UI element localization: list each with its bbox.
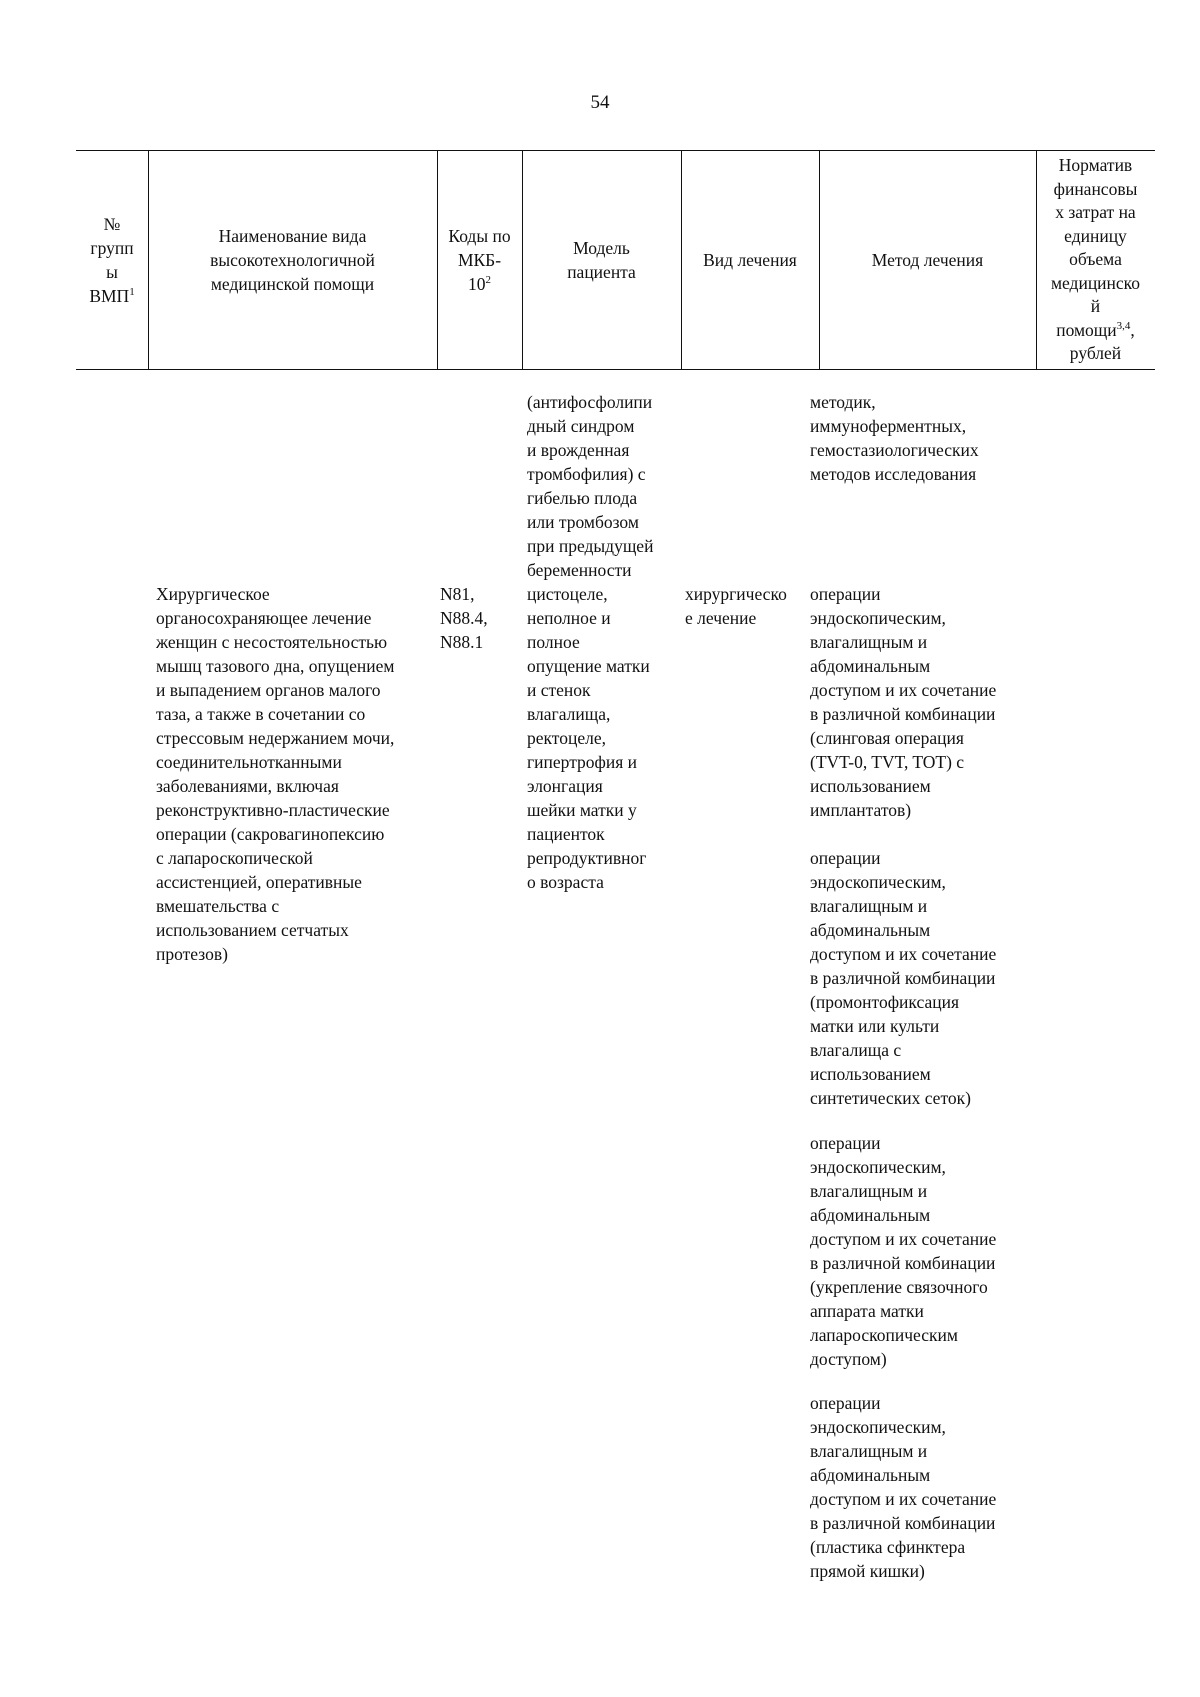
header-cost-standard-text: Норматив финансовы х затрат на единицу объема медицинско й помощи [1050,155,1141,340]
header-group-number-footnote: 1 [129,286,135,299]
header-patient-model [522,151,681,369]
continuation-treatment-method: методик, иммуноферментных, гемостазиологических методов исследования [810,392,979,484]
header-icd-codes-text: Коды по МКБ- 10 [448,226,511,294]
header-cost-standard-footnote: 3,4 [1116,319,1131,332]
patient-model: цистоцеле, неполное и полное опущение матки и стенок влагалища, ректоцеле, гипертрофия и элонгация шейки матки у пациенток репродуктивног о возраста [527,584,650,892]
page-number: 54 [590,92,610,113]
header-care-type-name [148,151,437,369]
header-treatment-type [681,151,819,369]
header-treatment-type-text: Вид лечения [703,250,797,270]
header-group-number-text: № групп ы ВМП [89,214,134,306]
treatment-method-3: операции эндоскопическим, влагалищным и абдоминальным доступом и их сочетание в различной комбинации (укрепление связочного аппарата матки лапароскопическим доступом) [810,1133,997,1369]
header-patient-model-text: Модель пациента [567,238,636,282]
header-treatment-method [819,151,1036,369]
treatment-type: хирургическо е лечение [685,584,787,628]
header-care-type-name-text: Наименование вида высокотехнологичной медицинской помощи [210,226,375,294]
treatment-method-2: операции эндоскопическим, влагалищным и абдоминальным доступом и их сочетание в различной комбинации (промонтофиксация матки или культи влагалища с использованием синтетических сеток) [810,848,997,1108]
header-cost-standard [1036,151,1155,369]
header-treatment-method-text: Метод лечения [871,250,984,270]
header-group-number [76,151,148,369]
icd-codes: N81, N88.4, N88.1 [440,584,488,652]
continuation-patient-model: (антифосфолипи дный синдром и врожденная тромбофилия) с гибелью плода или тромбозом при предыдущей беременности [527,392,654,580]
header-icd-codes-footnote: 2 [485,274,491,287]
table-header [76,150,1155,370]
treatment-method-4: операции эндоскопическим, влагалищным и абдоминальным доступом и их сочетание в различной комбинации (пластика сфинктера прямой кишки) [810,1393,997,1581]
treatment-method-1: операции эндоскопическим, влагалищным и абдоминальным доступом и их сочетание в различной комбинации (слинговая операция (TVT-0, TVT, TOT) с использованием имплантатов) [810,584,997,820]
header-cost-standard-tail: , рублей [1069,319,1135,364]
header-icd-codes [437,151,522,369]
care-type-name: Хирургическое органосохраняющее лечение женщин с несостоятельностью мышц тазового дна, опущением и выпадением органов малого таза, а также в сочетании со стрессовым недержанием мочи, соединительнотканными заболеваниями, включая реконструктивно-пластические операции (сакровагинопексию с лапароскопической ассистенцией, оперативные вмешательства с использованием сетчатых протезов) [156,584,395,964]
